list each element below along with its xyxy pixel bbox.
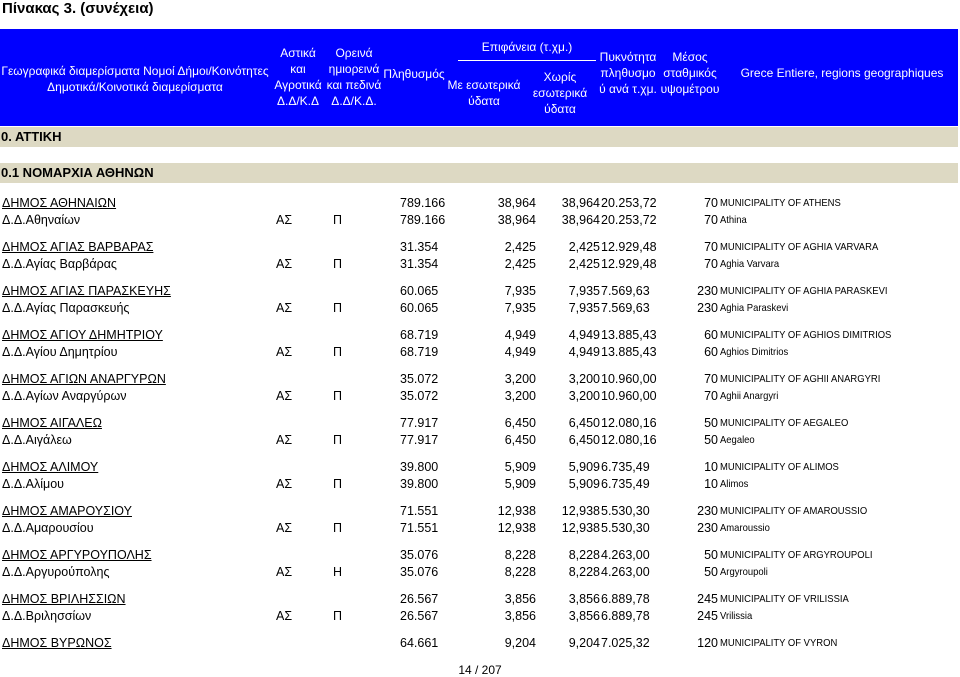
- header-geography: Γεωγραφικά διαμερίσματα Νομοί Δήμοι/Κοινότητες Δημοτικά/Κοινοτικά διαμερίσματα: [1, 64, 269, 94]
- cell-name: ΔΗΜΟΣ ΑΓΙΩΝ ΑΝΑΡΓΥΡΩΝ: [2, 372, 166, 386]
- cell-urban-rural: ΑΣ: [276, 521, 293, 535]
- cell-area-without-water: 6,450: [568, 433, 600, 447]
- cell-area-with-water: 9,204: [504, 636, 536, 650]
- cell-area-without-water: 5,909: [568, 460, 600, 474]
- cell-population: 64.661: [400, 636, 439, 650]
- cell-altitude: 70: [704, 196, 718, 210]
- cell-altitude: 70: [704, 389, 718, 403]
- cell-altitude: 70: [704, 372, 718, 386]
- cell-population: 77.917: [400, 416, 439, 430]
- page-number: 14 / 207: [458, 663, 502, 677]
- cell-english-name: Aghii Anargyri: [720, 390, 779, 402]
- table-row: [0, 547, 960, 563]
- cell-area-with-water: 2,425: [504, 257, 536, 271]
- cell-area-without-water: 3,856: [568, 592, 600, 606]
- cell-english-name: Aegaleo: [720, 434, 755, 446]
- cell-name: ΔΗΜΟΣ ΑΙΓΑΛΕΩ: [2, 416, 102, 430]
- table-row: [0, 195, 960, 211]
- cell-name: Δ.Δ.Αργυρούπολης: [2, 565, 110, 579]
- cell-mountain: Π: [333, 257, 343, 271]
- cell-altitude: 60: [704, 328, 718, 342]
- cell-altitude: 245: [697, 592, 718, 606]
- table-row: [0, 459, 960, 475]
- cell-altitude: 230: [697, 504, 718, 518]
- cell-altitude: 70: [704, 213, 718, 227]
- cell-area-without-water: 7,935: [568, 284, 600, 298]
- cell-urban-rural: ΑΣ: [276, 565, 293, 579]
- cell-density: 6.735,49: [601, 477, 650, 491]
- cell-area-without-water: 2,425: [568, 257, 600, 271]
- cell-population: 789.166: [400, 196, 446, 210]
- cell-name: Δ.Δ.Αγίας Βαρβάρας: [2, 257, 117, 271]
- cell-area-with-water: 38,964: [497, 196, 536, 210]
- cell-name: ΔΗΜΟΣ ΑΓΙΟΥ ΔΗΜΗΤΡΙΟΥ: [2, 328, 163, 342]
- table-row: [0, 371, 960, 387]
- cell-altitude: 70: [704, 240, 718, 254]
- cell-mountain: Π: [333, 477, 343, 491]
- region-athens-prefecture: 0.1 ΝΟΜΑΡΧΙΑ ΑΘΗΝΩΝ: [0, 163, 958, 183]
- cell-area-with-water: 4,949: [504, 328, 536, 342]
- cell-area-with-water: 12,938: [497, 504, 536, 518]
- cell-area-with-water: 12,938: [497, 521, 536, 535]
- cell-name: ΔΗΜΟΣ ΑΛΙΜΟΥ: [2, 460, 99, 474]
- cell-urban-rural: ΑΣ: [276, 609, 293, 623]
- table-row: [0, 415, 960, 431]
- cell-name: ΔΗΜΟΣ ΑΓΙΑΣ ΒΑΡΒΑΡΑΣ: [2, 240, 154, 254]
- cell-name: Δ.Δ.Αιγάλεω: [2, 433, 72, 447]
- cell-english-name: Aghia Paraskevi: [720, 302, 789, 314]
- cell-area-with-water: 3,856: [504, 592, 536, 606]
- cell-area-without-water: 38,964: [561, 213, 600, 227]
- cell-population: 26.567: [400, 592, 439, 606]
- table-row: [0, 300, 960, 316]
- cell-area-without-water: 12,938: [561, 521, 600, 535]
- table-title: Πίνακας 3. (συνέχεια): [2, 0, 154, 17]
- cell-density: 10.960,00: [601, 372, 657, 386]
- cell-density: 7.569,63: [601, 301, 650, 315]
- cell-density: 6.735,49: [601, 460, 650, 474]
- cell-area-without-water: 38,964: [561, 196, 600, 210]
- table-row: [0, 520, 960, 536]
- table-row: [0, 564, 960, 580]
- cell-population: 26.567: [400, 609, 439, 623]
- header-altitude: Μέσος σταθμικός υψομέτρου: [660, 50, 720, 96]
- cell-area-without-water: 4,949: [568, 328, 600, 342]
- cell-density: 12.929,48: [601, 240, 657, 254]
- cell-area-without-water: 5,909: [568, 477, 600, 491]
- cell-area-without-water: 6,450: [568, 416, 600, 430]
- cell-english-name: Amaroussio: [720, 522, 770, 534]
- cell-population: 71.551: [400, 521, 439, 535]
- cell-english-name: MUNICIPALITY OF AGHIA VARVARA: [720, 241, 879, 253]
- cell-name: Δ.Δ.Βριλησσίων: [2, 609, 92, 623]
- cell-area-with-water: 5,909: [504, 477, 536, 491]
- cell-urban-rural: ΑΣ: [276, 477, 293, 491]
- table-row: [0, 432, 960, 448]
- cell-english-name: Aghios Dimitrios: [720, 346, 789, 358]
- cell-population: 35.072: [400, 372, 439, 386]
- cell-area-without-water: 4,949: [568, 345, 600, 359]
- cell-name: ΔΗΜΟΣ ΑΘΗΝΑΙΩΝ: [2, 196, 117, 210]
- header-english: Grece Entiere, regions geographiques: [740, 66, 944, 80]
- cell-area-without-water: 8,228: [568, 565, 600, 579]
- cell-area-with-water: 3,200: [504, 389, 536, 403]
- cell-name: ΔΗΜΟΣ ΒΡΙΛΗΣΣΙΩΝ: [2, 592, 126, 606]
- cell-density: 10.960,00: [601, 389, 657, 403]
- cell-name: Δ.Δ.Αλίμου: [2, 477, 64, 491]
- cell-population: 68.719: [400, 328, 439, 342]
- cell-english-name: MUNICIPALITY OF AGHIOS DIMITRIOS: [720, 329, 892, 341]
- cell-altitude: 230: [697, 301, 718, 315]
- cell-english-name: MUNICIPALITY OF VYRON: [720, 637, 838, 649]
- cell-altitude: 50: [704, 548, 718, 562]
- cell-name: Δ.Δ.Αθηναίων: [2, 213, 81, 227]
- cell-population: 71.551: [400, 504, 439, 518]
- cell-density: 12.080,16: [601, 416, 657, 430]
- cell-english-name: MUNICIPALITY OF ARGYROUPOLI: [720, 549, 873, 561]
- cell-area-without-water: 3,200: [568, 389, 600, 403]
- cell-density: 6.889,78: [601, 592, 650, 606]
- table-row: [0, 591, 960, 607]
- cell-area-without-water: 7,935: [568, 301, 600, 315]
- cell-altitude: 50: [704, 433, 718, 447]
- cell-population: 77.917: [400, 433, 439, 447]
- cell-area-without-water: 9,204: [568, 636, 600, 650]
- cell-mountain: Η: [333, 565, 343, 579]
- table-row: [0, 239, 960, 255]
- cell-name: ΔΗΜΟΣ ΑΜΑΡΟΥΣΙΟΥ: [2, 504, 132, 518]
- header-divider: [458, 60, 596, 61]
- cell-population: 31.354: [400, 240, 439, 254]
- table-header: [0, 29, 958, 126]
- cell-area-without-water: 3,200: [568, 372, 600, 386]
- cell-urban-rural: ΑΣ: [276, 257, 293, 271]
- cell-mountain: Π: [333, 433, 343, 447]
- table-row: [0, 283, 960, 299]
- cell-area-without-water: 12,938: [561, 504, 600, 518]
- cell-english-name: MUNICIPALITY OF ATHENS: [720, 197, 841, 209]
- cell-name: Δ.Δ.Αγίων Αναργύρων: [2, 389, 127, 403]
- cell-area-with-water: 7,935: [504, 301, 536, 315]
- cell-english-name: Argyroupoli: [720, 566, 768, 578]
- table-row: [0, 608, 960, 624]
- cell-area-with-water: 6,450: [504, 433, 536, 447]
- table-row: [0, 476, 960, 492]
- cell-area-without-water: 3,856: [568, 609, 600, 623]
- cell-population: 35.076: [400, 565, 439, 579]
- table-row: [0, 344, 960, 360]
- cell-altitude: 50: [704, 565, 718, 579]
- cell-population: 39.800: [400, 460, 439, 474]
- cell-mountain: Π: [333, 301, 343, 315]
- cell-english-name: MUNICIPALITY OF AEGALEO: [720, 417, 849, 429]
- cell-area-with-water: 5,909: [504, 460, 536, 474]
- header-area: Επιφάνεια (τ.χμ.): [481, 40, 573, 54]
- cell-area-without-water: 8,228: [568, 548, 600, 562]
- cell-area-with-water: 2,425: [504, 240, 536, 254]
- table-row: [0, 503, 960, 519]
- cell-mountain: Π: [333, 389, 343, 403]
- header-with-water: Με εσωτερικά ύδατα: [447, 78, 521, 108]
- cell-density: 13.885,43: [601, 328, 657, 342]
- table-row: [0, 327, 960, 343]
- cell-name: Δ.Δ.Αγίου Δημητρίου: [2, 345, 118, 359]
- cell-area-with-water: 8,228: [504, 565, 536, 579]
- cell-english-name: MUNICIPALITY OF AGHII ANARGYRI: [720, 373, 881, 385]
- cell-area-without-water: 2,425: [568, 240, 600, 254]
- cell-density: 6.889,78: [601, 609, 650, 623]
- cell-english-name: MUNICIPALITY OF ALIMOS: [720, 461, 839, 473]
- cell-density: 5.530,30: [601, 504, 650, 518]
- cell-density: 7.025,32: [601, 636, 650, 650]
- cell-altitude: 60: [704, 345, 718, 359]
- cell-population: 68.719: [400, 345, 439, 359]
- cell-density: 12.080,16: [601, 433, 657, 447]
- cell-population: 39.800: [400, 477, 439, 491]
- cell-english-name: Aghia Varvara: [720, 258, 780, 270]
- cell-population: 60.065: [400, 284, 439, 298]
- cell-urban-rural: ΑΣ: [276, 213, 293, 227]
- header-without-water: Χωρίς εσωτερικά ύδατα: [532, 70, 588, 116]
- cell-mountain: Π: [333, 521, 343, 535]
- cell-population: 35.076: [400, 548, 439, 562]
- cell-mountain: Π: [333, 213, 343, 227]
- cell-urban-rural: ΑΣ: [276, 433, 293, 447]
- cell-name: Δ.Δ.Αμαρουσίου: [2, 521, 94, 535]
- cell-altitude: 230: [697, 284, 718, 298]
- cell-urban-rural: ΑΣ: [276, 345, 293, 359]
- cell-density: 4.263,00: [601, 548, 650, 562]
- cell-density: 4.263,00: [601, 565, 650, 579]
- cell-mountain: Π: [333, 609, 343, 623]
- cell-density: 5.530,30: [601, 521, 650, 535]
- cell-altitude: 70: [704, 257, 718, 271]
- cell-english-name: MUNICIPALITY OF VRILISSIA: [720, 593, 849, 605]
- cell-area-with-water: 7,935: [504, 284, 536, 298]
- cell-name: ΔΗΜΟΣ ΑΡΓΥΡΟΥΠΟΛΗΣ: [2, 548, 152, 562]
- cell-english-name: MUNICIPALITY OF AGHIA PARASKEVI: [720, 285, 888, 297]
- cell-name: ΔΗΜΟΣ ΒΥΡΩΝΟΣ: [2, 636, 112, 650]
- cell-altitude: 245: [697, 609, 718, 623]
- cell-english-name: Alimos: [720, 478, 749, 490]
- header-urban-rural: Αστικά και Αγροτικά Δ.Δ/Κ.Δ: [274, 46, 322, 108]
- cell-english-name: MUNICIPALITY OF AMAROUSSIO: [720, 505, 868, 517]
- table-row: [0, 388, 960, 404]
- table-row: [0, 256, 960, 272]
- cell-population: 31.354: [400, 257, 439, 271]
- cell-density: 20.253,72: [601, 196, 657, 210]
- cell-altitude: 50: [704, 416, 718, 430]
- cell-density: 13.885,43: [601, 345, 657, 359]
- header-mountain: Ορεινά ημιορεινά και πεδινά Δ.Δ/Κ.Δ.: [326, 46, 382, 108]
- cell-english-name: Vrilissia: [720, 610, 753, 622]
- cell-density: 7.569,63: [601, 284, 650, 298]
- cell-area-with-water: 38,964: [497, 213, 536, 227]
- cell-name: ΔΗΜΟΣ ΑΓΙΑΣ ΠΑΡΑΣΚΕΥΗΣ: [2, 284, 171, 298]
- cell-density: 12.929,48: [601, 257, 657, 271]
- cell-area-with-water: 3,856: [504, 609, 536, 623]
- cell-area-with-water: 8,228: [504, 548, 536, 562]
- cell-english-name: Athina: [720, 214, 747, 226]
- cell-mountain: Π: [333, 345, 343, 359]
- cell-density: 20.253,72: [601, 213, 657, 227]
- cell-urban-rural: ΑΣ: [276, 389, 293, 403]
- cell-name: Δ.Δ.Αγίας Παρασκευής: [2, 301, 130, 315]
- cell-urban-rural: ΑΣ: [276, 301, 293, 315]
- cell-altitude: 120: [697, 636, 718, 650]
- table-row: [0, 212, 960, 228]
- cell-altitude: 10: [704, 460, 718, 474]
- table-row: [0, 635, 960, 651]
- cell-area-with-water: 6,450: [504, 416, 536, 430]
- cell-altitude: 10: [704, 477, 718, 491]
- header-population: Πληθυσμός: [383, 67, 445, 81]
- region-attica: 0. ΑΤΤΙΚΗ: [0, 127, 958, 147]
- cell-population: 35.072: [400, 389, 439, 403]
- cell-area-with-water: 3,200: [504, 372, 536, 386]
- cell-area-with-water: 4,949: [504, 345, 536, 359]
- cell-altitude: 230: [697, 521, 718, 535]
- header-density: Πυκνότητα πληθυσμο ύ ανά τ.χμ.: [599, 50, 657, 96]
- cell-population: 60.065: [400, 301, 439, 315]
- cell-population: 789.166: [400, 213, 446, 227]
